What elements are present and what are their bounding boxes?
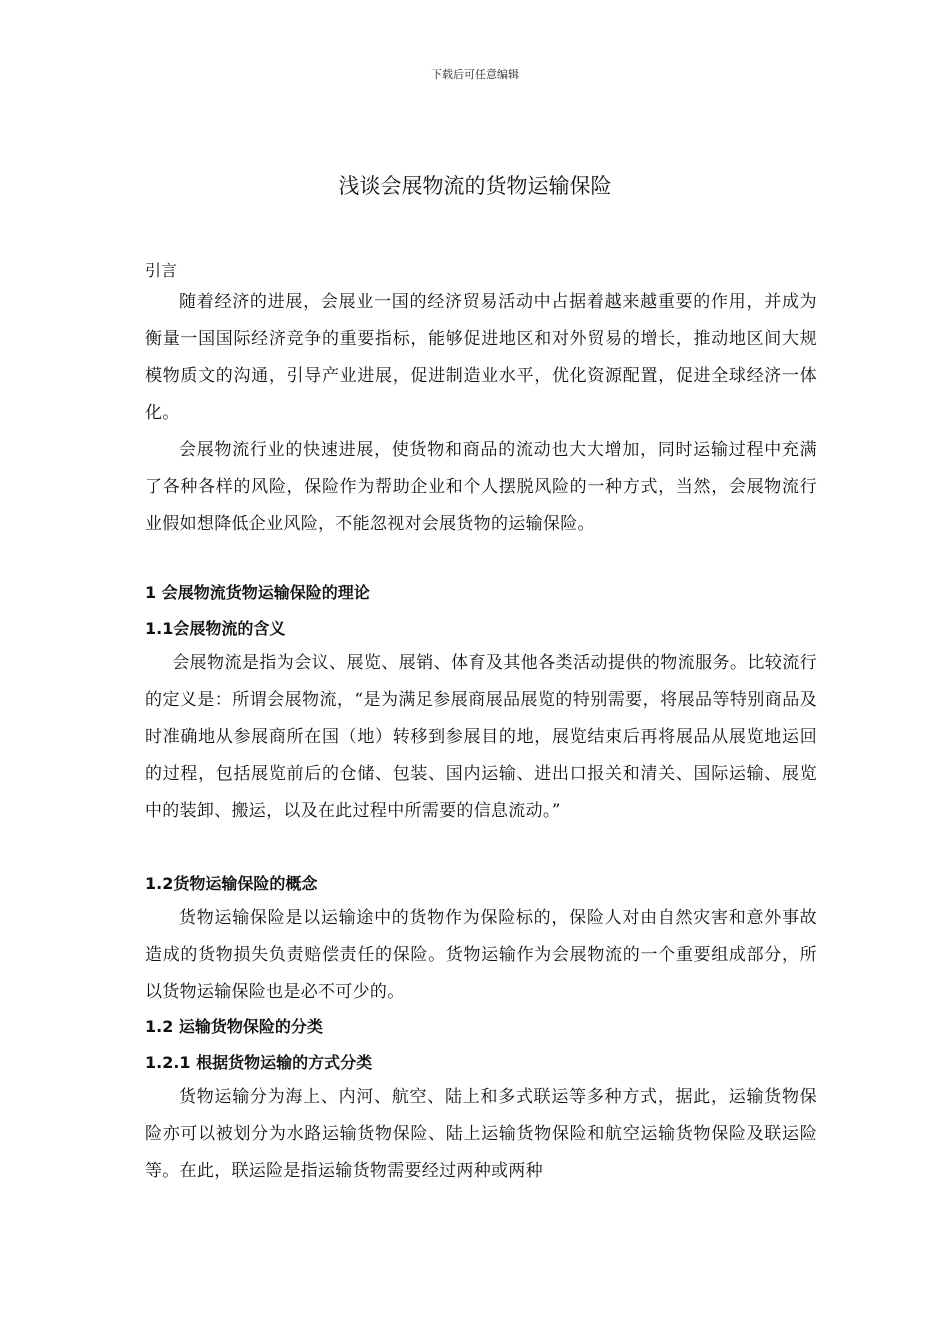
section-1-1-heading: 1.1会展物流的含义 — [145, 619, 286, 638]
header-note: 下载后可任意编辑 — [431, 68, 519, 81]
intro-heading: 引言 — [145, 261, 178, 280]
document-title: 浅谈会展物流的货物运输保险 — [338, 174, 612, 198]
section-1-2-classification-heading: 1.2 运输货物保险的分类 — [145, 1017, 323, 1036]
section-1-heading: 1 会展物流货物运输保险的理论 — [145, 583, 370, 602]
section-1-2-1-paragraph: 货物运输分为海上、内河、航空、陆上和多式联运等多种方式，据此，运输货物保险亦可以被划分为水路运输货物保险、陆上运输货物保险和航空运输货物保险及联运险等。在此，联运险是指运输货物需要经过两种或两种 — [145, 1087, 817, 1181]
section-1-2-heading: 1.2货物运输保险的概念 — [145, 874, 318, 893]
intro-paragraph-1: 随着经济的进展，会展业一国的经济贸易活动中占据着越来越重要的作用，并成为衡量一国国际经济竞争的重要指标，能够促进地区和对外贸易的增长，推动地区间大规模物质文的沟通，引导产业进展，促进制造业水平，优化资源配置，促进全球经济一体化。 — [145, 292, 817, 423]
intro-paragraph-2: 会展物流行业的快速进展，使货物和商品的流动也大大增加，同时运输过程中充满了各种各样的风险，保险作为帮助企业和个人摆脱风险的一种方式，当然，会展物流行业假如想降低企业风险，不能忽视对会展货物的运输保险。 — [145, 440, 817, 534]
section-1-1-paragraph: 会展物流是指为会议、展览、展销、体育及其他各类活动提供的物流服务。比较流行的定义是：所谓会展物流，“是为满足参展商展品展览的特别需要，将展品等特别商品及时准确地从参展商所在国（地）转移到参展目的地，展览结束后再将展品从展览地运回的过程，包括展览前后的仓储、包装、国内运输、进出口报关和清关、国际运输、展览中的装卸、搬运，以及在此过程中所需要的信息流动。” — [145, 653, 817, 821]
section-1-2-1-heading: 1.2.1 根据货物运输的方式分类 — [145, 1053, 373, 1072]
section-1-2-paragraph: 货物运输保险是以运输途中的货物作为保险标的，保险人对由自然灾害和意外事故造成的货物损失负责赔偿责任的保险。货物运输作为会展物流的一个重要组成部分，所以货物运输保险也是必不可少的。 — [145, 908, 817, 1002]
